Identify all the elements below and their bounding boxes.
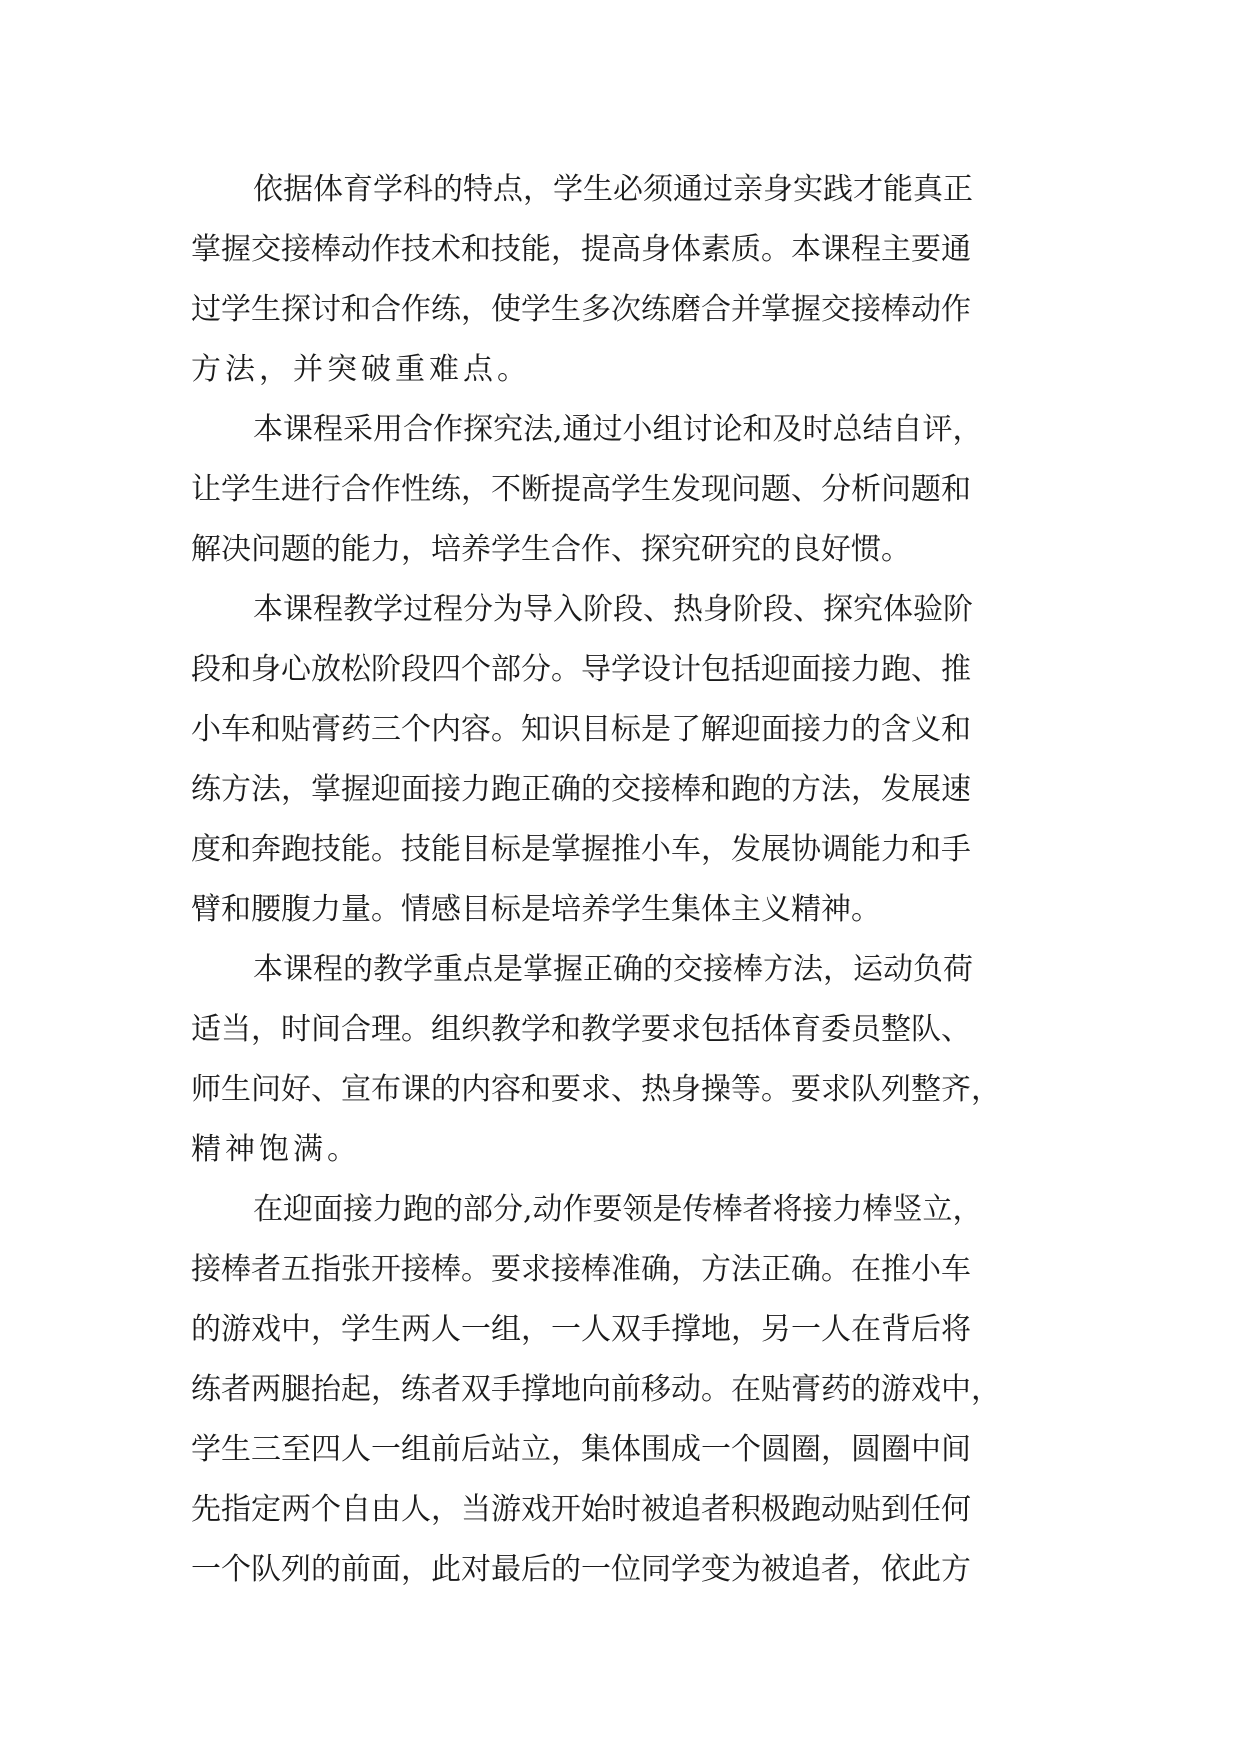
text-line: 学生三至四人一组前后站立，集体围成一个圆圈，圆圈中间 <box>191 1432 971 1467</box>
text-line: 一个队列的前面，此对最后的一位同学变为被追者，依此方 <box>191 1552 971 1587</box>
text-line: 过学生探讨和合作练，使学生多次练磨合并掌握交接棒动作 <box>191 292 971 327</box>
text-line: 练方法，掌握迎面接力跑正确的交接棒和跑的方法，发展速 <box>191 772 971 807</box>
text-line: 掌握交接棒动作技术和技能，提高身体素质。本课程主要通 <box>191 232 971 267</box>
text-line: 练者两腿抬起，练者双手撑地向前移动。在贴膏药的游戏中， <box>191 1372 1001 1407</box>
document-body <box>191 160 1071 1600</box>
text-line: 师生问好、宣布课的内容和要求、热身操等。要求队列整齐， <box>191 1072 1001 1107</box>
text-line: 让学生进行合作性练，不断提高学生发现问题、分析问题和 <box>191 472 971 507</box>
text-line: 小车和贴膏药三个内容。知识目标是了解迎面接力的含义和 <box>191 712 971 747</box>
paragraph-first-line: 本课程教学过程分为导入阶段、热身阶段、探究体验阶 <box>253 592 973 627</box>
text-line: 方法，并突破重难点。 <box>191 352 531 387</box>
text-line: 臂和腰腹力量。情感目标是培养学生集体主义精神。 <box>191 892 881 927</box>
text-line: 的游戏中，学生两人一组，一人双手撑地，另一人在背后将 <box>191 1312 971 1347</box>
paragraph-first-line: 本课程采用合作探究法,通过小组讨论和及时总结自评， <box>253 412 983 447</box>
paragraph-first-line: 本课程的教学重点是掌握正确的交接棒方法，运动负荷 <box>253 952 973 987</box>
paragraph-first-line: 依据体育学科的特点，学生必须通过亲身实践才能真正 <box>253 172 973 207</box>
text-line: 段和身心放松阶段四个部分。导学设计包括迎面接力跑、推 <box>191 652 971 687</box>
paragraph-first-line: 在迎面接力跑的部分,动作要领是传棒者将接力棒竖立， <box>253 1192 983 1227</box>
text-line: 解决问题的能力，培养学生合作、探究研究的良好惯。 <box>191 532 911 567</box>
text-line: 先指定两个自由人，当游戏开始时被追者积极跑动贴到任何 <box>191 1492 971 1527</box>
text-line: 度和奔跑技能。技能目标是掌握推小车，发展协调能力和手 <box>191 832 971 867</box>
text-line: 适当，时间合理。组织教学和教学要求包括体育委员整队、 <box>191 1012 971 1047</box>
text-line: 精神饱满。 <box>191 1132 361 1167</box>
text-line: 接棒者五指张开接棒。要求接棒准确，方法正确。在推小车 <box>191 1252 971 1287</box>
